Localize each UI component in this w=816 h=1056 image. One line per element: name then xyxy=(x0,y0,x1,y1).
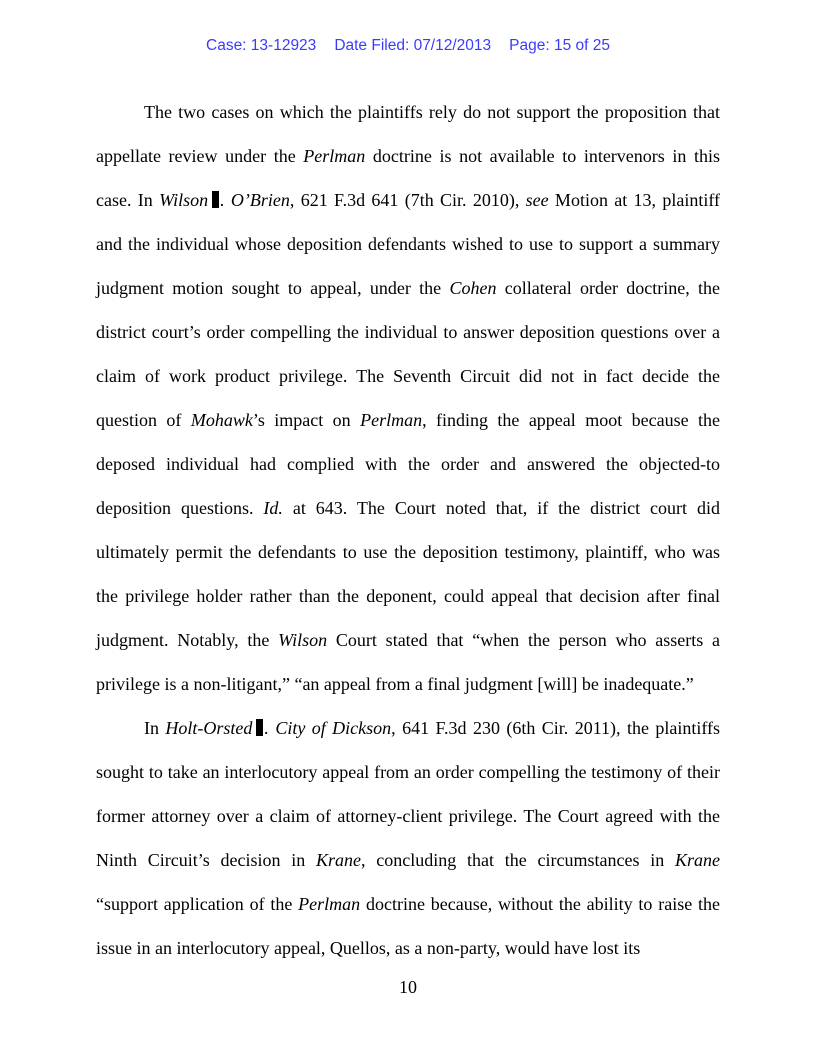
italic-citation: Cohen xyxy=(449,278,497,298)
body-text-run: , 641 F.3d 230 (6th Cir. 2011), the plaintiffs sought to take an interlocutory appeal from an order compelling the testimony of their former attorney over a claim of attorney-client privilege. The Court agreed with the Ninth Circuit’s decision in xyxy=(96,718,721,870)
redaction-mark xyxy=(212,191,219,208)
page-header xyxy=(0,37,816,55)
italic-citation: Krane xyxy=(675,850,720,870)
italic-citation: Id. xyxy=(263,498,283,518)
italic-citation: Wilson xyxy=(278,630,328,650)
body-text-run: Motion at 13, plaintiff and the individual whose deposition defendants wished to use to support a summary judgment motion sought to appeal, under the xyxy=(96,190,721,298)
body-text-run: at 643. The Court noted that, if the district court did ultimately permit the defendants to use the deposition testimony, plaintiff, who was the privilege holder rather than the deponent, could appeal that decision after final judgment. Notably, the xyxy=(96,498,720,650)
date-filed: Date Filed: 07/12/2013 xyxy=(334,37,492,54)
page-number: 10 xyxy=(399,977,417,997)
italic-citation: Holt-Orsted xyxy=(165,718,253,738)
italic-citation: Perlman xyxy=(298,894,361,914)
redaction-mark xyxy=(256,719,263,736)
italic-citation: Wilson xyxy=(159,190,209,210)
italic-citation: Perlman xyxy=(303,146,366,166)
case-number: Case: 13-12923 xyxy=(206,37,317,54)
body-paragraph xyxy=(96,706,720,970)
document-body xyxy=(96,90,720,970)
italic-citation: Perlman xyxy=(360,410,423,430)
body-text-run: collateral order doctrine, the district court’s order compelling the individual to answer deposition questions over a claim of work product privilege. The Seventh Circuit did not in fact decide the question of xyxy=(96,278,720,430)
body-text-run: The two cases on which the plaintiffs rely do not support the proposition that appellate review under the xyxy=(96,102,720,166)
italic-citation: . O’Brien xyxy=(220,190,290,210)
italic-citation: Krane xyxy=(316,850,362,870)
body-text-run: Court stated that “when the person who asserts a privilege is a non-litigant,” “an appeal from a final judgment [will] be inadequate.” xyxy=(96,630,720,694)
page-indicator: Page: 15 of 25 xyxy=(509,37,610,54)
body-text-run: , 621 F.3d 641 (7th Cir. 2010), xyxy=(289,190,526,210)
body-text-run: , concluding that the circumstances in xyxy=(361,850,675,870)
body-text-run: In xyxy=(144,718,166,738)
body-paragraph xyxy=(96,90,720,706)
body-text-run: doctrine because, without the ability to raise the issue in an interlocutory appeal, Quellos, as a non-party, would have lost its xyxy=(96,894,720,958)
body-text-run: ’s impact on xyxy=(252,410,361,430)
body-text-run: “support application of the xyxy=(96,894,299,914)
italic-citation: Mohawk xyxy=(190,410,253,430)
italic-citation: . City of Dickson xyxy=(264,718,392,738)
italic-citation: see xyxy=(525,190,549,210)
body-text-run: , finding the appeal moot because the deposed individual had complied with the order and answered the objected-to deposition questions. xyxy=(96,410,720,518)
body-text-run: doctrine is not available to intervenors in this case. In xyxy=(96,146,720,210)
